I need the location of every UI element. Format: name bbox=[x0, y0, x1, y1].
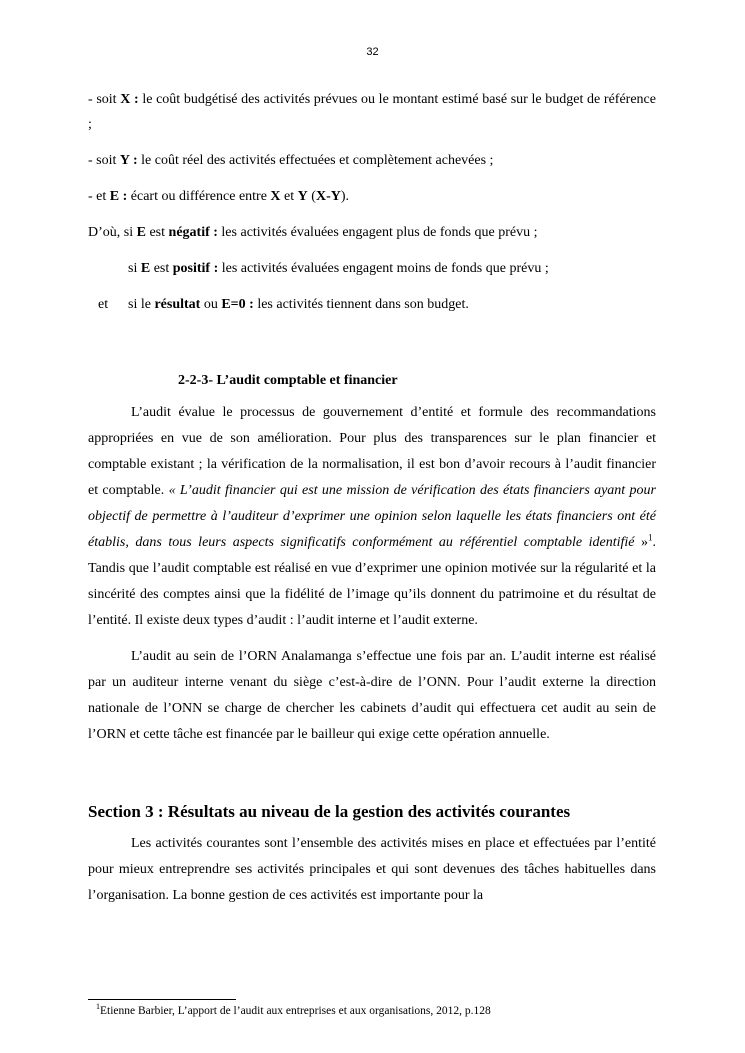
paragraph-orn: L’audit au sein de l’ORN Analamanga s’effectue une fois par an. L’audit interne est réalisé par un auditeur interne venant du siège c’est-à-dire de l’ONN. Pour l’audit externe la direction nationale de l’ONN se charge de chercher les cabinets d’audit qui effectuera cet audit au sein de l’ORN et cette tâche est financée par le bailleur qui exige cette opération annuelle. bbox=[88, 649, 656, 742]
footnote: $^1$Etienne Barbier, L’apport de l’audit aux entreprises et aux organisations, 2012, p.128 bbox=[96, 1002, 491, 1017]
definition-y: - soit Y : le coût réel des activités effectuées et complètement achevées ; bbox=[88, 153, 494, 168]
footnote-reference: 1 bbox=[648, 532, 653, 543]
page-number: 32 bbox=[366, 46, 379, 58]
condition-positive: si E est positif : les activités évaluées engagent moins de fonds que prévu ; bbox=[128, 261, 549, 276]
page-body bbox=[88, 87, 656, 919]
condition-negative: D’où, si E est négatif : les activités évaluées engagent plus de fonds que prévu ; bbox=[88, 225, 538, 240]
subheading-audit: 2-2-3- L’audit comptable et financier bbox=[178, 373, 398, 388]
definition-e: - et E : écart ou différence entre X et Y (X-Y). bbox=[88, 189, 350, 204]
paragraph-audit: L’audit évalue le processus de gouvernement d’entité et formule des recommandations appropriées en vue de son amélioration. Pour plus des transparences sur le plan financier et comptable existant ; la vérification de la normalisation, il est bon d’avoir recours à l’audit financier et comptable. « L’audit financier qui est une mission de vérification des états financiers ayant pour objectif de permettre à l’auditeur d’exprimer une opinion selon laquelle les états financiers ont été établis, dans tous leurs aspects significatifs conformément au référentiel comptable identifié »$^1$. Tandis que l’audit comptable est réalisé en vue d’exprimer une opinion motivée sur la régularité et la sincérité des comptes ainsi que la fidélité de l’image qu’ils donnent du patrimoine et du résultat de l’entité. Il existe deux types d’audit : l’audit interne et l’audit externe. bbox=[88, 405, 657, 628]
condition-result: et si le résultat ou E=0 : les activités tiennent dans son budget. bbox=[98, 297, 469, 312]
definition-x: - soit X : le coût budgétisé des activités prévues ou le montant estimé basé sur le budget de référence ; bbox=[88, 92, 656, 132]
paragraph-section: Les activités courantes sont l’ensemble des activités mises en place et effectuées par l’entité pour mieux entreprendre ses activités principales et qui sont devenues des tâches habituelles dans l’organisation. La bonne gestion de ces activités est importante pour la bbox=[88, 836, 656, 903]
footnote-divider bbox=[88, 999, 236, 1000]
section-title: Section 3 : Résultats au niveau de la gestion des activités courantes bbox=[88, 802, 571, 821]
